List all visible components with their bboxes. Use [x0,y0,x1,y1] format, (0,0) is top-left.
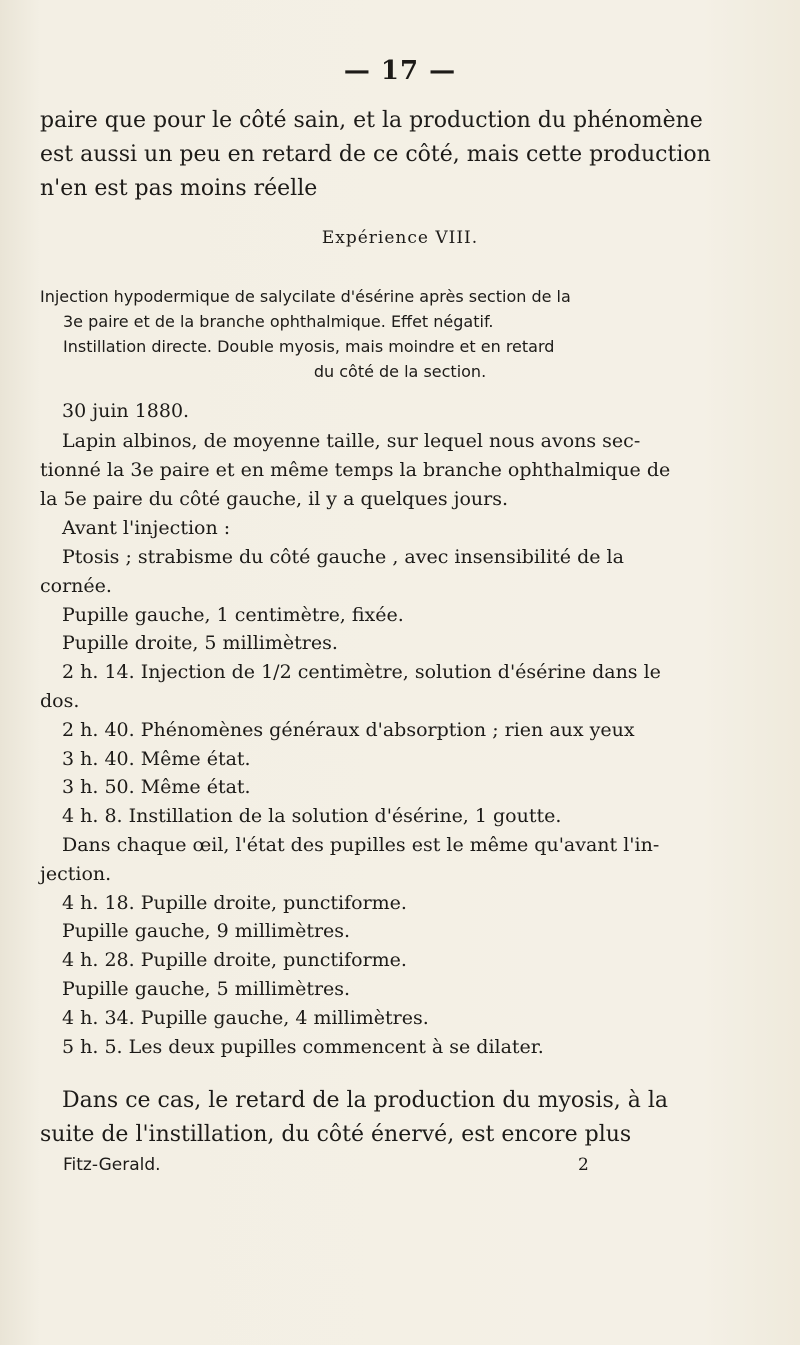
obs-line-6: Ptosis ; strabisme du côté gauche , avec insensibilité de la [62,546,624,568]
obs-line-1: 30 juin 1880. [62,400,190,422]
obs-line-18: 4 h. 18. Pupille droite, punctiforme. [62,892,407,914]
obs-line-2: Lapin albinos, de moyenne taille, sur lequel nous avons sec- [62,430,641,452]
obs-line-3: tionné la 3e paire et en même temps la branche ophthalmique de [40,459,671,481]
intro-line-2: est aussi un peu en retard de ce côté, mais cette production [40,142,711,167]
obs-line-13: 3 h. 40. Même état. [62,748,251,770]
obs-line-11: dos. [40,690,80,712]
obs-line-15: 4 h. 8. Instillation de la solution d'ésérine, 1 goutte. [62,805,562,827]
obs-line-16: Dans chaque œil, l'état des pupilles est le même qu'avant l'in- [62,834,660,856]
obs-line-10: 2 h. 14. Injection de 1/2 centimètre, solution d'ésérine dans le [62,661,661,683]
experience-heading: Expérience VIII. [321,228,479,248]
summary-line-2: 3e paire et de la branche ophthalmique. Effet négatif. [63,312,494,331]
intro-line-1: paire que pour le côté sain, et la production du phénomène [40,108,703,133]
obs-line-4: la 5e paire du côté gauche, il y a quelques jours. [40,488,509,510]
obs-line-20: 4 h. 28. Pupille droite, punctiforme. [62,949,407,971]
obs-line-7: cornée. [40,575,112,597]
intro-line-3: n'en est pas moins réelle [40,176,318,201]
summary-line-4: du côté de la section. [313,362,487,381]
obs-line-17: jection. [40,863,112,885]
obs-line-19: Pupille gauche, 9 millimètres. [62,920,351,942]
obs-line-21: Pupille gauche, 5 millimètres. [62,978,351,1000]
conclusion-line-1: Dans ce cas, le retard de la production du myosis, à la [62,1088,668,1113]
conclusion-line-2: suite de l'instillation, du côté énervé, est encore plus [40,1122,632,1147]
obs-line-5: Avant l'injection : [62,517,231,539]
obs-line-23: 5 h. 5. Les deux pupilles commencent à se dilater. [62,1036,544,1058]
page-number: — 17 — [343,56,457,86]
summary-line-1: Injection hypodermique de salycilate d'ésérine après section de la [40,287,571,306]
summary-line-3: Instillation directe. Double myosis, mais moindre et en retard [63,337,555,356]
obs-line-22: 4 h. 34. Pupille gauche, 4 millimètres. [62,1007,429,1029]
obs-line-9: Pupille droite, 5 millimètres. [62,632,338,654]
obs-line-8: Pupille gauche, 1 centimètre, fixée. [62,604,404,626]
obs-line-14: 3 h. 50. Même état. [62,776,251,798]
signature-mark: Fitz-Gerald. [63,1155,161,1175]
obs-line-12: 2 h. 40. Phénomènes généraux d'absorption ; rien aux yeux [62,719,635,741]
signature-number: 2 [578,1155,589,1175]
